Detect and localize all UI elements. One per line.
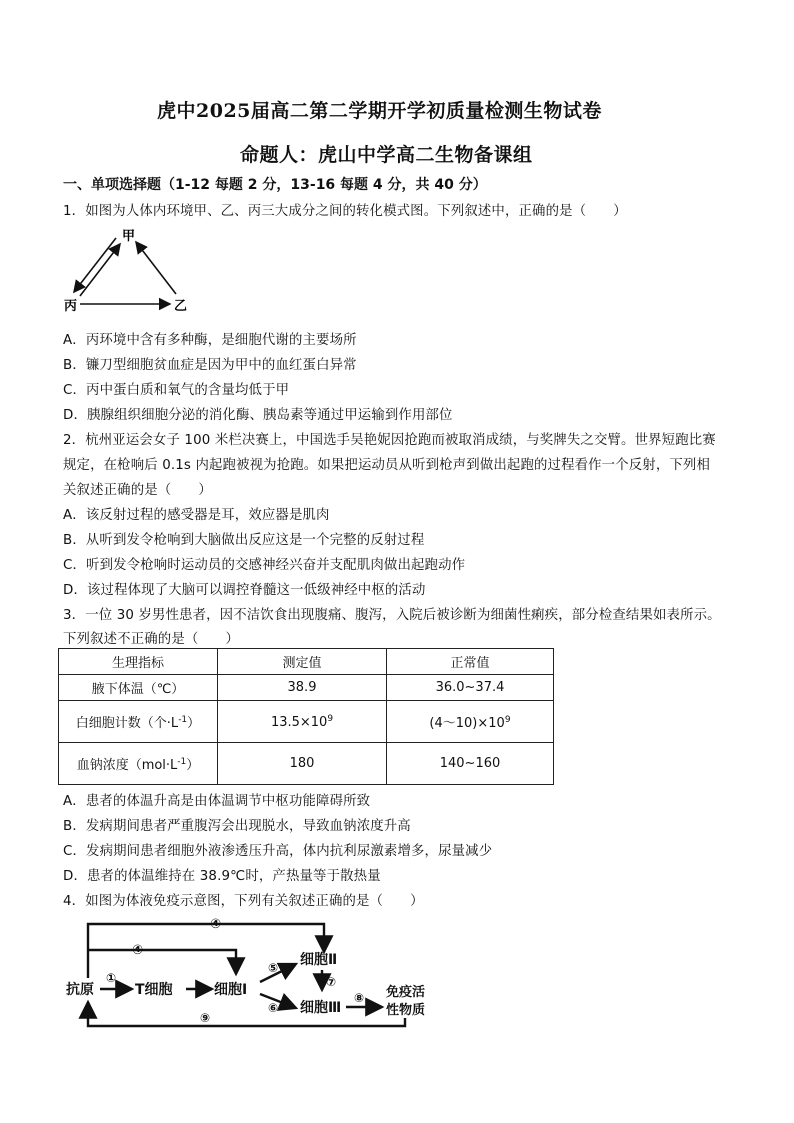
q3-option-d: D．患者的体温维持在 38.9℃时，产热量等于散热量	[63, 869, 381, 884]
q1-option-b: B．镰刀型细胞贫血症是因为甲中的血红蛋白异常	[63, 358, 357, 373]
q1-fig-bing: 丙	[64, 299, 78, 314]
q3-option-c: C．发病期间患者细胞外液渗透压升高，体内抗利尿激素增多，尿量减少	[63, 844, 493, 859]
row-na-normal: 140~160	[387, 743, 554, 785]
q1-arrow-jia-bing	[74, 238, 116, 292]
q4-active-line2: 性物质	[386, 1003, 426, 1018]
row-temp-normal: 36.0~37.4	[387, 675, 554, 701]
q4-cell2: 细胞Ⅱ	[300, 952, 338, 968]
q4-cell3: 细胞Ⅲ	[300, 1000, 342, 1016]
q3-stem-line2: 下列叙述不正确的是（ ）	[63, 632, 240, 647]
q1-stem: 1．如图为人体内环境甲、乙、丙三大成分之间的转化模式图。下列叙述中，正确的是（ ）	[63, 204, 627, 219]
q4-stem: 4．如图为体液免疫示意图，下列有关叙述正确的是（ ）	[63, 894, 424, 909]
row-temp-measured: 38.9	[218, 675, 387, 701]
q4-active-line1: 免疫活	[386, 985, 426, 1000]
q4-figure	[60, 912, 445, 1030]
q2-stem-line1: 2．杭州亚运会女子 100 米栏决赛上，中国选手吴艳妮因抢跑而被取消成绩，与奖牌失之交臂。世界短跑比赛	[63, 433, 716, 448]
table-header-row	[59, 649, 554, 675]
section-heading: 一、单项选择题（1-12 每题 2 分，13-16 每题 4 分，共 40 分）	[63, 177, 487, 193]
q1-fig-yi: 乙	[174, 299, 188, 314]
q3-data-table	[58, 648, 554, 785]
q2-stem-line2: 规定，在枪响后 0.1s 内起跑被视为抢跑。如果把运动员从听到枪声到做出起跑的过程看作一个反射，下列相	[63, 458, 711, 473]
q3-option-b: B．发病期间患者严重腹泻会出现脱水，导致血钠浓度升高	[63, 819, 411, 834]
q4-num-4-top: ④	[210, 917, 222, 932]
q4-num-9: ⑨	[200, 1011, 211, 1025]
q1-fig-jia: 甲	[122, 229, 136, 244]
q3-stem-line1: 3．一位 30 岁男性患者，因不洁饮食出现腹痛、腹泻，入院后被诊断为细菌性痢疾，部分检查结果如表所示。	[63, 608, 721, 623]
q2-option-b: B．从听到发令枪响到大脑做出反应这是一个完整的反射过程	[63, 533, 425, 548]
row-na-name: 血钠浓度$(mol\cdot L^{-1})$	[59, 743, 218, 785]
q2-option-d: D．该过程体现了大脑可以调控脊髓这一低级神经中枢的活动	[63, 583, 426, 598]
q4-antigen: 抗原	[66, 982, 94, 998]
q1-option-c: C．丙中蛋白质和氧气的含量均低于甲	[63, 383, 290, 398]
q1-option-d: D．胰腺组织细胞分泌的消化酶、胰岛素等通过甲运输到作用部位	[63, 408, 453, 423]
q1-arrow-bing-jia	[80, 244, 120, 296]
table-header-indicator: 生理指标	[59, 649, 218, 675]
row-na-measured: 180	[218, 743, 387, 785]
row-wbc-normal: $(4\sim 10)\times 10^9$	[387, 701, 554, 743]
row-wbc-name: 白细胞计数（个$\cdot L^{-1}$）	[59, 701, 218, 743]
q4-num-7: ⑦	[326, 975, 337, 989]
q2-option-a: A．该反射过程的感受器是耳，效应器是肌肉	[63, 508, 330, 523]
exam-subtitle: 命题人：虎山中学高二生物备课组	[240, 144, 533, 166]
q4-num-8: ⑧	[354, 991, 365, 1005]
q1-arrow-yi-jia	[136, 242, 176, 294]
q4-cell1: 细胞Ⅰ	[214, 982, 248, 998]
table-header-normal: 正常值	[387, 649, 554, 675]
table-row	[59, 675, 554, 701]
q4-num-4: ④	[132, 943, 144, 958]
q3-option-a: A．患者的体温升高是由体温调节中枢功能障碍所致	[63, 794, 371, 809]
q4-num-5: ⑤	[268, 961, 279, 975]
table-header-measured: 测定值	[218, 649, 387, 675]
table-row	[59, 743, 554, 785]
q4-num-6: ⑥	[268, 1001, 279, 1015]
q4-path-9	[88, 1002, 405, 1026]
q2-option-c: C．听到发令枪响时运动员的交感神经兴奋并支配肌肉做出起跑动作	[63, 558, 466, 573]
q2-stem-line3: 关叙述正确的是（ ）	[63, 483, 212, 498]
exam-title: 虎中2025届高二第二学期开学初质量检测生物试卷	[157, 100, 602, 122]
row-temp-name: 腋下体温（℃）	[59, 675, 218, 701]
q1-option-a: A．丙环境中含有多种酶，是细胞代谢的主要场所	[63, 333, 357, 348]
table-row	[59, 701, 554, 743]
q4-num-1: ①	[106, 971, 117, 985]
row-wbc-measured: $13.5\times 10^9$	[218, 701, 387, 743]
q4-t-cell: T细胞	[135, 982, 173, 998]
q1-figure	[60, 224, 200, 316]
